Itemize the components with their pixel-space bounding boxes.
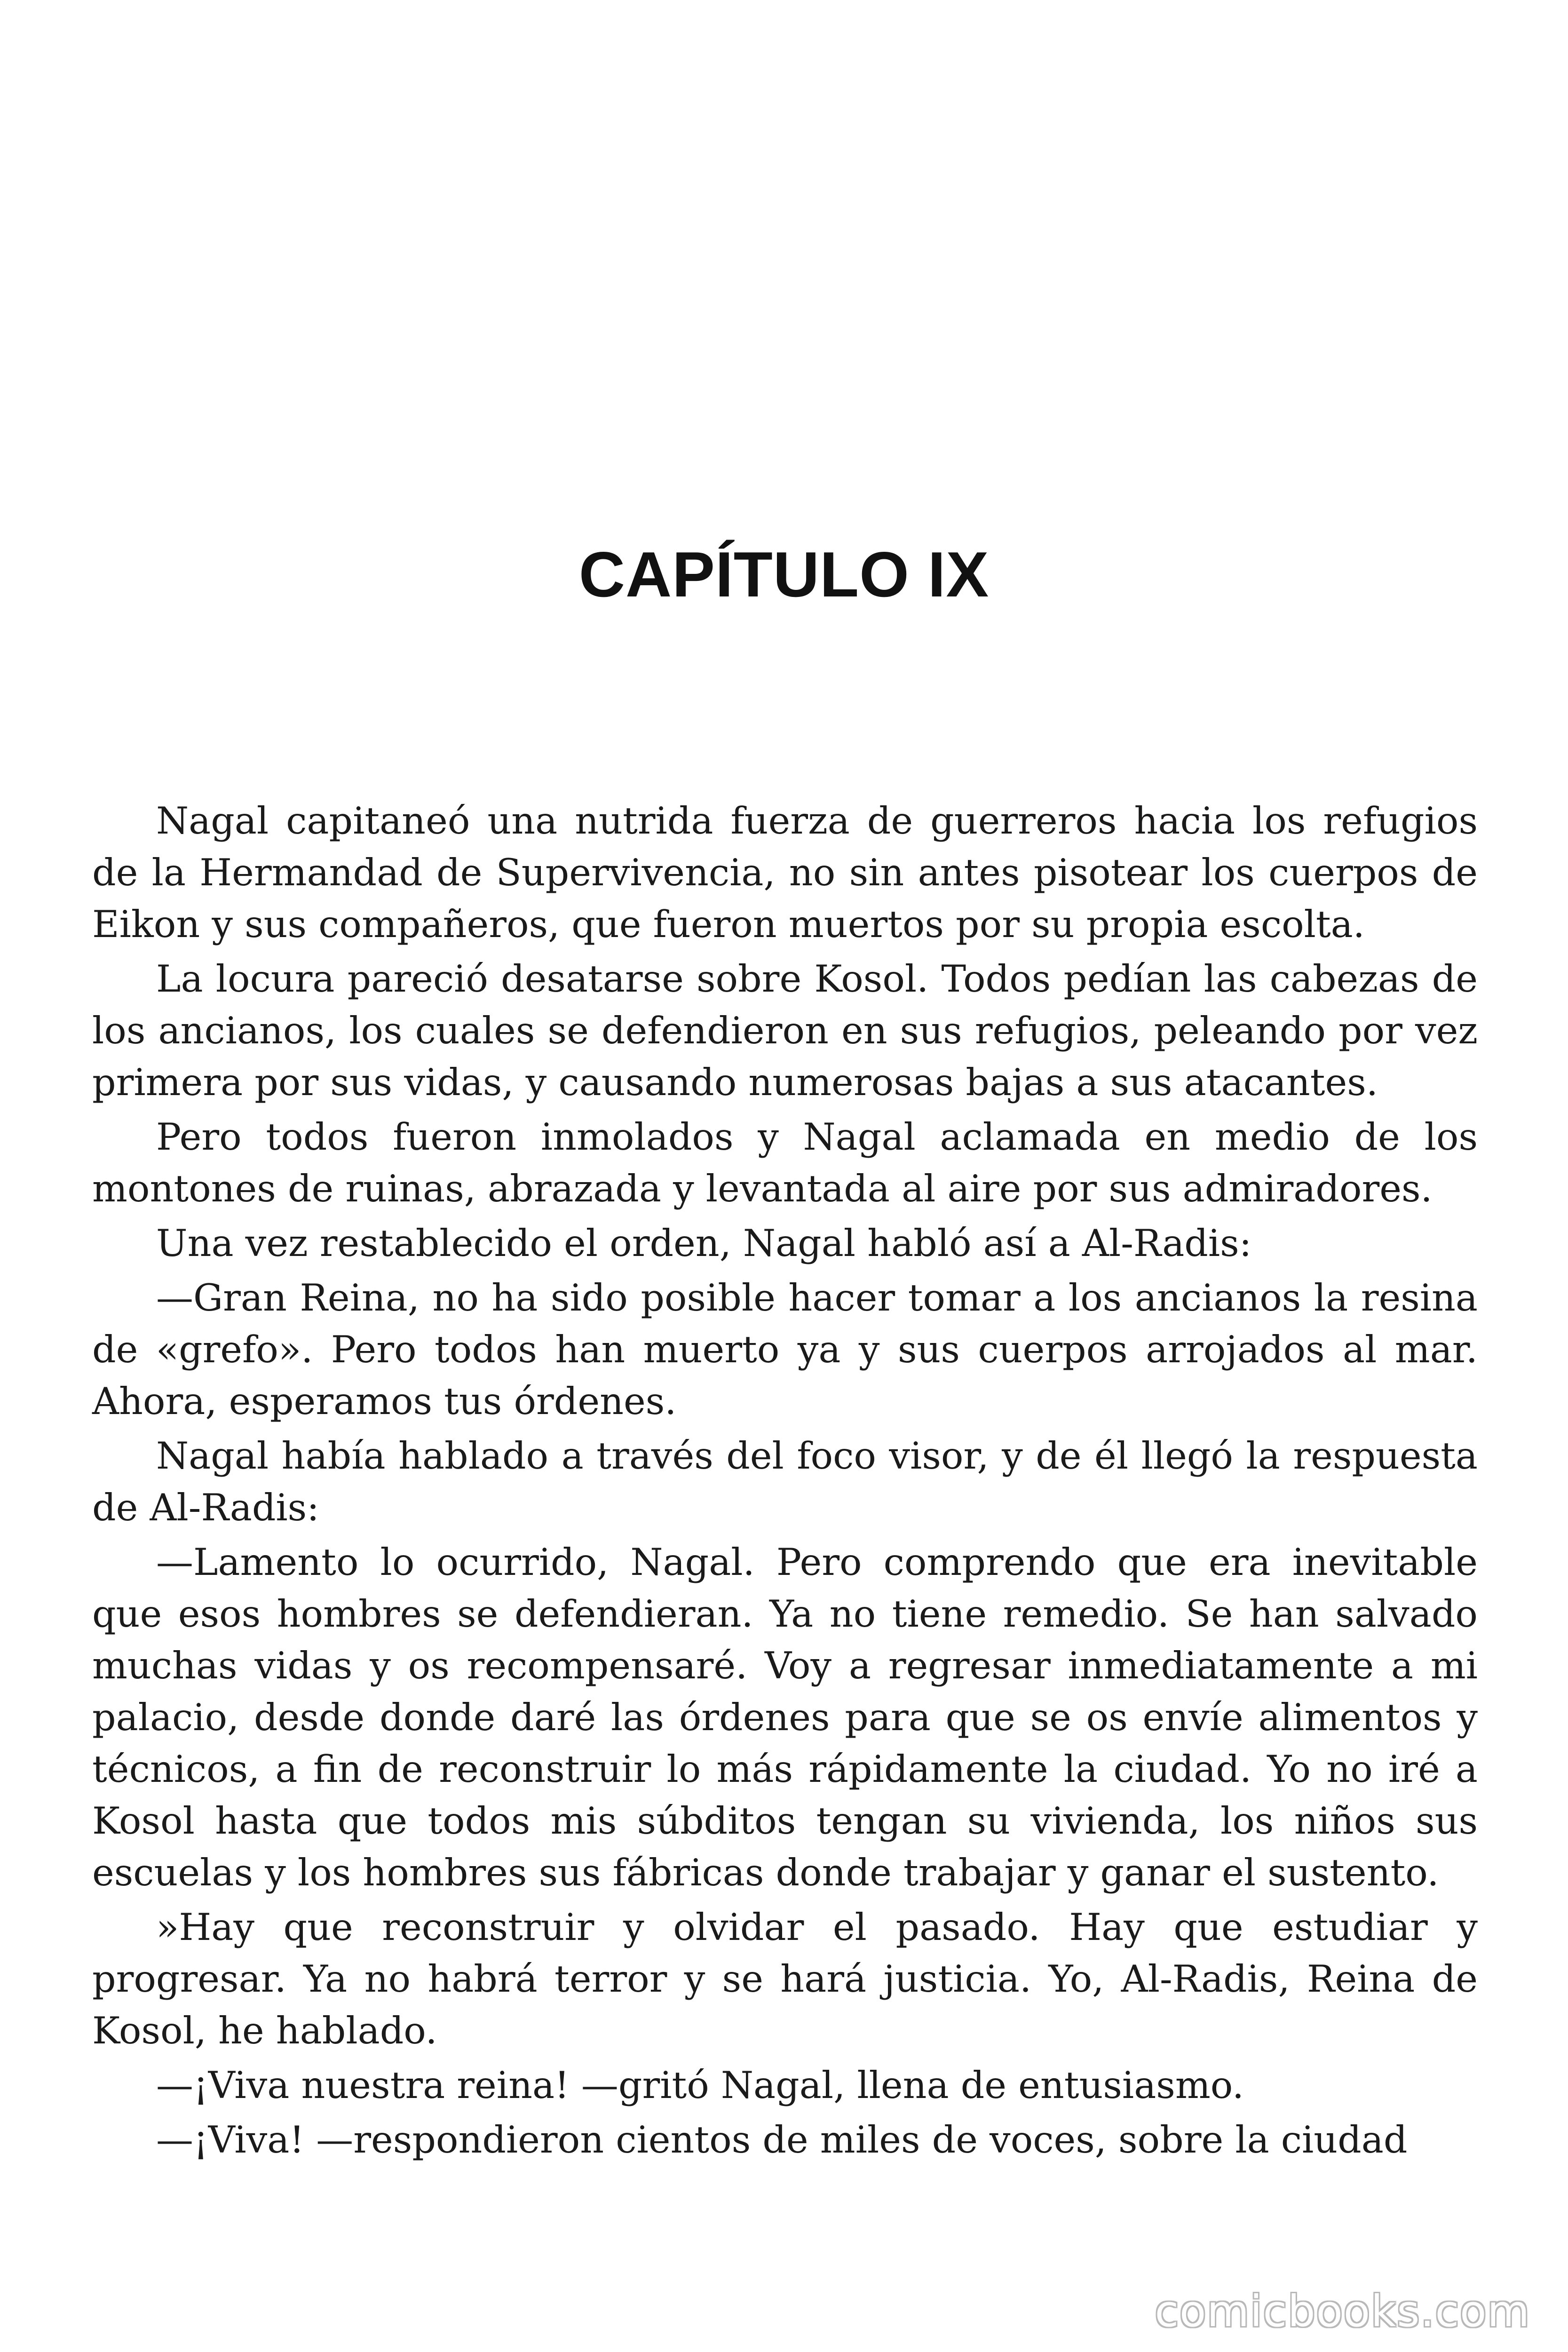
paragraph: —¡Viva! —respondieron cientos de miles de voces, sobre la ciudad	[156, 2118, 1408, 2161]
paragraph: Pero todos fueron inmolados y Nagal aclamada en medio de los montones de ruinas, abrazada y levantada al aire por sus admiradores.	[92, 1115, 1478, 1210]
chapter-body	[92, 795, 1478, 2169]
paragraph: —Gran Reina, no ha sido posible hacer tomar a los ancianos la resina de «grefo». Pero todos han muerto ya y sus cuerpos arrojados al mar. Ahora, esperamos tus órdenes.	[92, 1276, 1478, 1423]
chapter-title: CAPÍTULO IX	[578, 539, 990, 610]
paragraph: La locura pareció desatarse sobre Kosol. Todos pedían las cabezas de los ancianos, los cuales se defendieron en sus refugios, peleando por vez primera por sus vidas, y causando numerosas bajas a sus atacantes.	[92, 957, 1478, 1104]
paragraph: Nagal había hablado a través del foco visor, y de él llegó la respuesta de Al-Radis:	[92, 1434, 1478, 1529]
paragraph: Nagal capitaneó una nutrida fuerza de guerreros hacia los refugios de la Hermandad de Supervivencia, no sin antes pisotear los cuerpos de Eikon y sus compañeros, que fueron muertos por su propia escolta.	[92, 799, 1478, 946]
paragraph: —¡Viva nuestra reina! —gritó Nagal, llena de entusiasmo.	[156, 2064, 1244, 2107]
paragraph: »Hay que reconstruir y olvidar el pasado. Hay que estudiar y progresar. Ya no habrá terror y se hará justicia. Yo, Al-Radis, Reina de Kosol, he hablado.	[92, 1906, 1478, 2052]
paragraph: Una vez restablecido el orden, Nagal habló así a Al-Radis:	[156, 1222, 1252, 1265]
paragraph: —Lamento lo ocurrido, Nagal. Pero comprendo que era inevitable que esos hombres se defendieran. Ya no tiene remedio. Se han salvado muchas vidas y os recompensaré. Voy a regresar inmediatamente a mi palacio, desde donde daré las órdenes para que se os envíe alimentos y técnicos, a fin de reconstruir lo más rápidamente la ciudad. Yo no iré a Kosol hasta que todos mis súbditos tengan su vivienda, los niños sus escuelas y los hombres sus fábricas donde trabajar y ganar el sustento.	[92, 1541, 1478, 1894]
watermark: comicbooks.com	[1155, 2286, 1530, 2336]
